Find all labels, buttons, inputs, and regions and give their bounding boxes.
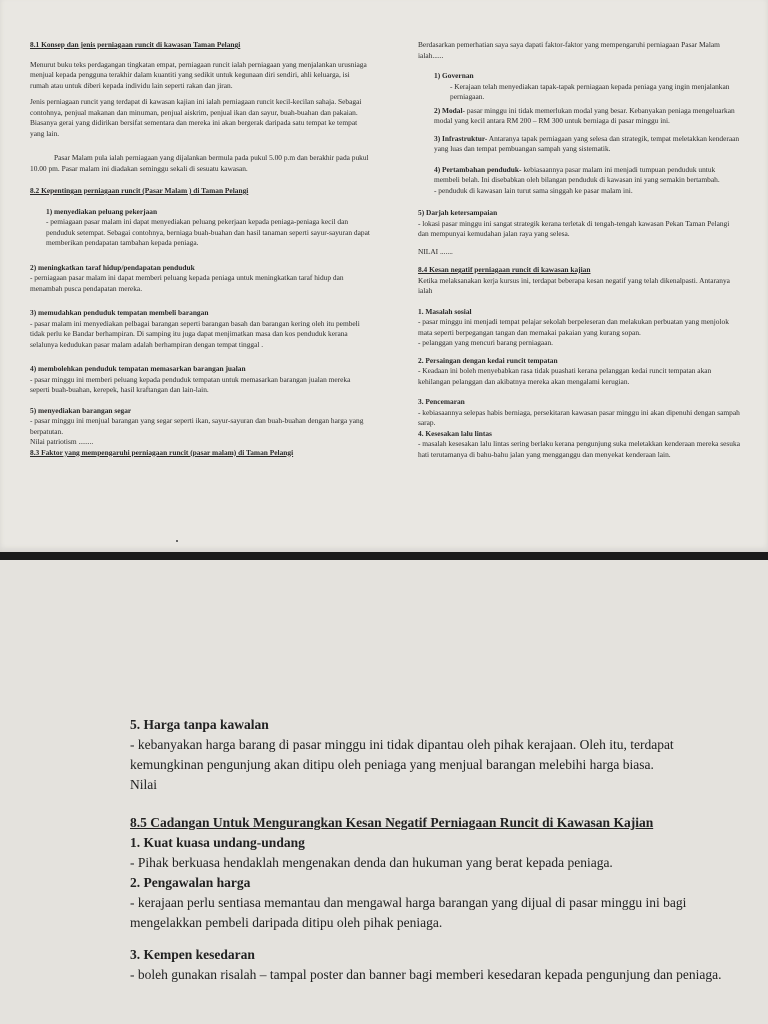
list-item — [418, 71, 740, 103]
page-gap — [0, 552, 768, 560]
item-body: - boleh gunakan risalah – tampal poster dan banner bagi memberi kesedaran kepada pengunjung dan peniaga. — [130, 967, 722, 982]
list-item — [30, 207, 370, 249]
right-column — [418, 40, 740, 467]
item-title: 5) menyediakan barangan segar — [30, 405, 132, 415]
item-body: kebiasaannya pasar malam ini menjadi tumpuan penduduk untuk membeli belah. Ini disebabkan oleh bilangan penduduk di kawasan ini yang semakin bertambah. — [434, 164, 720, 184]
list-item — [30, 308, 370, 350]
item-body: - pasar malam ini menyediakan pelbagai barangan seperti barangan basah dan barangan kering oleh itu pembeli tidak perlu ke Bandar berhampiran. Di samping itu juga dapat menjimatkan masa dan kos penduduk kerana selalunya kedudukan pasar malam adalah berhampiran dengan tempat tinggal . — [30, 318, 360, 349]
item-title: 4) Pertambahan penduduk- — [434, 164, 522, 174]
item-title: 3. Kempen kesedaran — [130, 947, 255, 962]
heading-8-4: 8.4 Kesan negatif perniagaan runcit di kawasan kajian — [418, 265, 591, 274]
list-item — [418, 134, 740, 155]
paragraph: Jenis perniagaan runcit yang terdapat di kawasan kajian ini ialah perniagaan runcit kecil-kecilan sahaja. Sebagai contohnya, penjual makanan dan minuman, penjual aiskrim, penjual ikan dan sayur, buah-buahan dan pakaian. Biasanya gerai yang didirikan bersifat sementara dan mereka ini akan bergerak daripada satu tempat ke tempat yang lain. — [30, 97, 362, 138]
item-title: 2. Persaingan dengan kedai runcit tempatan — [418, 355, 558, 365]
item-title: 3) memudahkan penduduk tempatan membeli barangan — [30, 308, 209, 317]
item-title: 3. Pencemaran — [418, 397, 465, 406]
paragraph: - penduduk di kawasan lain turut sama singgah ke pasar malam ini. — [434, 185, 633, 195]
item-body: - Keadaan ini boleh menyebabkan rasa tidak puashati kerana pelanggan kedai runcit tempatan akan kehilangan pelanggan dan akibatnya mereka akan mengalami kerugian. — [418, 366, 712, 386]
speck — [176, 540, 178, 542]
list-item — [418, 397, 740, 429]
list-item — [30, 263, 370, 295]
bottom-content — [130, 715, 730, 985]
item-body: - pemiagaan pasar malam ini dapat menyediakan peluang pekerjaan kepada peniaga-peniaga kecil dan penduduk setempat. Sebagai contohnya, berniaga buah-buahan dan hasil tanaman seperti sayur-sayuran dapat memberikan pendapatan tambahan kepada peniaga. — [46, 217, 370, 247]
item-body: - kebanyakan harga barang di pasar minggu ini tidak dipantau oleh pihak kerajaan. Oleh itu, terdapat kemungkinan pengunjung akan ditipu oleh peniaga yang menjual barangan melebihi harga biasa. — [130, 737, 674, 772]
item-title: 1. Kuat kuasa undang-undang — [130, 835, 305, 850]
paragraph: Pasar Malam pula ialah perniagaan yang dijalankan bermula pada pukul 5.00 p.m dan berakhir pada pukul 10.00 pm. Pasar malam ini diadakan seminggu sekali di sesuatu kawasan. — [30, 153, 369, 173]
item-body: - Pihak berkuasa hendaklah mengenakan denda dan hukuman yang berat kepada peniaga. — [130, 855, 613, 870]
item-body: Antaranya tapak perniagaan yang selesa dan strategik, tempat meletakkan kenderaan yang luas dan tempat pembuangan sampah yang sistematik. — [434, 133, 740, 153]
item-title: 2. Pengawalan harga — [130, 875, 251, 890]
item-title: 4. Kesesakan lalu lintas — [418, 428, 492, 438]
nilai-label: Nilai patriotism ........ — [30, 437, 94, 446]
item-title: 3) Infrastruktur- — [434, 133, 488, 143]
item-body: - lokasi pasar minggu ini sangat strategik kerana terletak di tengah-tengah kawasan Pekan Taman Pelangi dan mempunyai kemudahan jalan raya yang selesa. — [418, 218, 730, 238]
nilai-label: Nilai — [130, 777, 157, 792]
item-title: 5) Darjah ketersampaian — [418, 208, 498, 217]
item-title: 1) Governan — [434, 71, 474, 80]
nilai-label: NILAI ....... — [418, 246, 453, 256]
list-item — [418, 307, 740, 349]
paragraph: Berdasarkan pemerhatian saya saya dapati faktor-faktor yang mempengaruhi perniagaan Pasar Malam ialah...... — [418, 40, 720, 60]
list-item — [418, 165, 740, 186]
heading-8-3: 8.3 Faktor yang mempengaruhi perniagaan runcit (pasar malam) di Taman Pelangi — [30, 447, 294, 457]
item-body: - pasar minggu ini menjadi tempat pelajar sekolah berpeleseran dan melakukan perbuatan yang menjolok mata seperti berpegangan tangan dan memakai pakaian yang kurang sopan. — [418, 317, 729, 337]
list-item — [30, 364, 370, 396]
item-body: - kebiasaannya selepas habis berniaga, persekitaran kawasan pasar minggu ini akan dipenuhi dengan sampah sarap. — [418, 407, 740, 427]
heading-8-1: 8.1 Konsep dan jenis perniagaan runcit di kawasan Taman Pelangi — [30, 40, 241, 49]
item-body: - kerajaan perlu sentiasa memantau dan mengawal harga barangan yang dijual di pasar minggu ini bagi mengelakkan pembeli daripada ditipu oleh pihak peniaga. — [130, 895, 687, 930]
list-item — [418, 429, 740, 461]
paragraph: Ketika melaksanakan kerja kursus ini, terdapat beberapa kesan negatif yang telah dikenalpasti. Antaranya ialah — [418, 275, 730, 295]
paragraph: Menurut buku teks perdagangan tingkatan empat, perniagaan runcit ialah perniagaan yang menjalankan urusniaga menjual kepada pengguna terakhir dalam kuantiti yang sedikit untuk kegunaan diri sendiri, ahli keluarga, isi rumah atau untuk diberi kepada individu lain seperti rakan dan jiran. — [30, 59, 367, 90]
heading-8-5: 8.5 Cadangan Untuk Mengurangkan Kesan Negatif Perniagaan Runcit di Kawasan Kajian — [130, 815, 654, 830]
item-title: 2) meningkatkan taraf hidup/pendapatan penduduk — [30, 262, 195, 272]
item-body: - pasar minggu ini memberi peluang kepada penduduk tempatan untuk memasarkan barangan jualan mereka seperti buah-buahan, kerepek, hasil kraftangan dan lain-lain. — [30, 374, 351, 394]
heading-8-2: 8.2 Kepentingan perniagaan runcit (Pasar Malam ) di Taman Pelangi — [30, 186, 249, 195]
item-body: pasar minggu ini tidak memerlukan modal yang besar. Kebanyakan peniaga mengeluarkan modal yang kecil antara RM 200 – RM 300 untuk berniaga di pasar minggu ini. — [434, 105, 735, 125]
left-column — [30, 40, 370, 467]
item-body: - pelanggan yang mencuri barang perniagaan. — [418, 338, 554, 347]
list-item — [418, 106, 740, 127]
item-title: 1. Masalah sosial — [418, 306, 472, 316]
item-title: 5. Harga tanpa kawalan — [130, 717, 269, 732]
item-title: 1) menyediakan peluang pekerjaan — [46, 206, 158, 216]
item-title: 4) membolehkan penduduk tempatan memasarkan barangan jualan — [30, 364, 246, 373]
item-body: - pasar minggu ini menjual barangan yang segar seperti ikan, sayur-sayuran dan buah-buahan dengan harga yang berpatutan. — [30, 416, 364, 436]
list-item — [30, 406, 370, 438]
item-body: - Kerajaan telah menyediakan tapak-tapak perniagaan kepada peniaga yang ingin menjalankan perniagaan. — [450, 81, 730, 101]
list-item — [418, 208, 740, 240]
item-title: 2) Modal- — [434, 105, 465, 115]
item-body: - perniagaan pasar malam ini dapat memberi peluang kepada peniaga untuk meningkatkan taraf hidup dan menambah pusca pendapatan mereka. — [30, 273, 344, 293]
item-body: - masalah kesesakan lalu lintas sering berlaku kerana pengunjung suka meletakkan kenderaan mereka sesuka hati terutamanya di bahu-bahu jalan yang mengganggu dan menyekat kenderaan lain. — [418, 439, 740, 459]
list-item — [418, 356, 740, 388]
